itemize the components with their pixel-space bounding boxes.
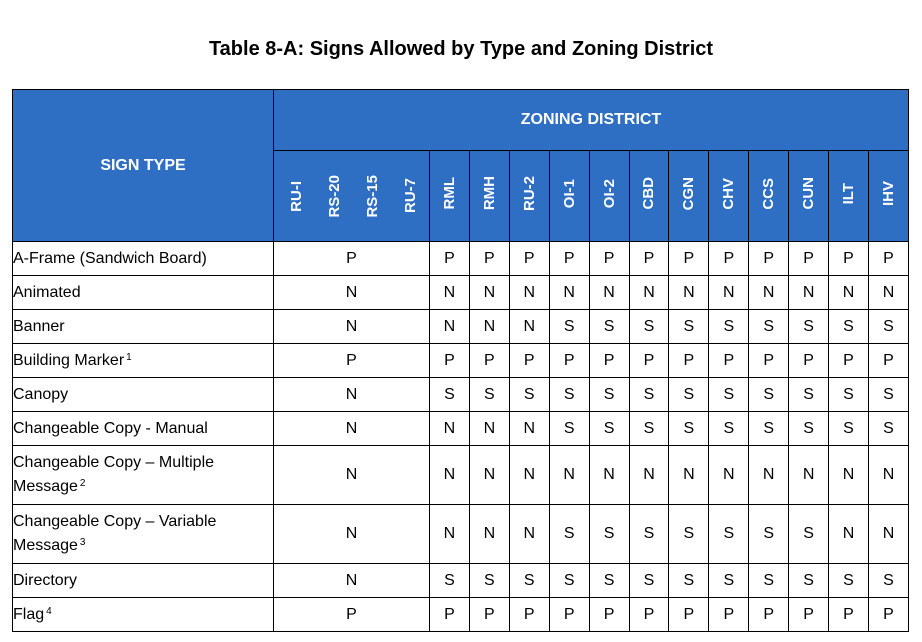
table-row — [13, 242, 909, 276]
district-value-cell: N — [789, 276, 829, 310]
district-value-cell: S — [549, 378, 589, 412]
district-value-cell: N — [868, 446, 908, 505]
district-value-cell: P — [549, 344, 589, 378]
district-value-cell: S — [669, 310, 709, 344]
district-value-cell: P — [789, 242, 829, 276]
district-value-cell: S — [549, 505, 589, 564]
residential-value-cell: P — [274, 598, 430, 632]
district-value-cell: P — [469, 598, 509, 632]
district-header — [549, 151, 589, 242]
district-value-cell: N — [829, 505, 869, 564]
residential-districts-header — [274, 151, 430, 242]
sign-type-cell — [13, 598, 274, 632]
district-value-cell: S — [589, 564, 629, 598]
district-value-cell: P — [509, 242, 549, 276]
district-value-cell: N — [430, 505, 470, 564]
district-value-cell: N — [868, 505, 908, 564]
district-value-cell: S — [589, 310, 629, 344]
district-value-cell: S — [829, 378, 869, 412]
district-header-residential: RU-7 — [402, 178, 419, 214]
district-header-label: ILT — [840, 182, 858, 205]
district-value-cell: S — [789, 412, 829, 446]
district-value-cell: S — [589, 505, 629, 564]
sign-type-cell — [13, 412, 274, 446]
district-value-cell: P — [629, 242, 669, 276]
sign-type-label: Banner — [13, 317, 65, 335]
district-value-cell: S — [589, 378, 629, 412]
district-value-cell: P — [749, 344, 789, 378]
district-value-cell: S — [629, 378, 669, 412]
footnote-marker: 3 — [79, 537, 86, 548]
sign-type-label: Changeable Copy - Manual — [13, 419, 208, 437]
district-value-cell: N — [469, 446, 509, 505]
district-value-cell: S — [629, 412, 669, 446]
district-header-label: RML — [440, 177, 458, 210]
district-value-cell: P — [829, 598, 869, 632]
footnote-marker: 2 — [79, 478, 86, 489]
residential-value-cell: P — [274, 344, 430, 378]
district-header-residential: RS-20 — [326, 174, 343, 218]
district-value-cell: N — [430, 276, 470, 310]
table-row — [13, 276, 909, 310]
district-value-cell: P — [829, 344, 869, 378]
district-value-cell: N — [749, 446, 789, 505]
district-header — [509, 151, 549, 242]
table-row — [13, 505, 909, 564]
district-value-cell: P — [709, 344, 749, 378]
district-value-cell: P — [549, 598, 589, 632]
district-value-cell: P — [549, 242, 589, 276]
district-value-cell: N — [549, 276, 589, 310]
district-header-label: RU-2 — [520, 175, 538, 211]
district-value-cell: N — [430, 446, 470, 505]
sign-type-label: Directory — [13, 571, 78, 589]
district-value-cell: S — [549, 412, 589, 446]
district-value-cell: P — [589, 344, 629, 378]
district-value-cell: N — [789, 446, 829, 505]
district-header — [749, 151, 789, 242]
district-value-cell: S — [469, 564, 509, 598]
table-body — [13, 242, 909, 632]
residential-value-cell: N — [274, 446, 430, 505]
district-value-cell: S — [789, 505, 829, 564]
district-value-cell: S — [430, 378, 470, 412]
district-value-cell: S — [549, 564, 589, 598]
district-value-cell: P — [868, 242, 908, 276]
table-row — [13, 412, 909, 446]
residential-value-cell: N — [274, 505, 430, 564]
signs-table — [12, 89, 909, 632]
district-value-cell: P — [709, 598, 749, 632]
sign-type-cell — [13, 242, 274, 276]
district-value-cell: P — [868, 344, 908, 378]
district-value-cell: P — [509, 344, 549, 378]
district-value-cell: S — [509, 378, 549, 412]
sign-type-label: Animated — [13, 283, 81, 301]
district-value-cell: P — [629, 344, 669, 378]
district-value-cell: P — [430, 242, 470, 276]
district-header-label: CGN — [680, 176, 698, 211]
district-value-cell: N — [469, 310, 509, 344]
district-value-cell: N — [669, 446, 709, 505]
sign-type-cell — [13, 276, 274, 310]
district-value-cell: N — [549, 446, 589, 505]
district-value-cell: S — [789, 310, 829, 344]
district-header-label: RMH — [480, 176, 498, 211]
district-header-label: IHV — [879, 180, 897, 206]
district-value-cell: S — [669, 564, 709, 598]
header-row-top — [13, 90, 909, 151]
residential-value-cell: P — [274, 242, 430, 276]
district-value-cell: S — [669, 505, 709, 564]
district-value-cell: S — [629, 505, 669, 564]
district-header — [868, 151, 908, 242]
district-value-cell: S — [749, 412, 789, 446]
district-value-cell: N — [509, 505, 549, 564]
table-row — [13, 598, 909, 632]
district-value-cell: N — [629, 276, 669, 310]
district-value-cell: N — [469, 505, 509, 564]
district-value-cell: S — [669, 378, 709, 412]
district-value-cell: S — [829, 310, 869, 344]
district-value-cell: S — [669, 412, 709, 446]
district-value-cell: N — [589, 276, 629, 310]
district-value-cell: S — [749, 564, 789, 598]
sign-type-cell — [13, 378, 274, 412]
district-value-cell: P — [430, 344, 470, 378]
district-value-cell: N — [430, 412, 470, 446]
district-value-cell: S — [789, 564, 829, 598]
district-value-cell: N — [669, 276, 709, 310]
footnote-marker: 4 — [46, 605, 52, 617]
district-value-cell: S — [469, 378, 509, 412]
district-value-cell: N — [589, 446, 629, 505]
district-header — [829, 151, 869, 242]
district-value-cell: N — [509, 310, 549, 344]
district-header-label: CHV — [720, 177, 738, 210]
district-header — [789, 151, 829, 242]
district-value-cell: N — [430, 310, 470, 344]
sign-type-label: Changeable Copy – Variable Message — [13, 513, 217, 554]
district-value-cell: S — [430, 564, 470, 598]
district-value-cell: P — [868, 598, 908, 632]
district-value-cell: S — [709, 412, 749, 446]
district-value-cell: S — [868, 378, 908, 412]
district-value-cell: P — [629, 598, 669, 632]
district-value-cell: S — [868, 412, 908, 446]
sign-type-label: Canopy — [13, 385, 69, 403]
district-value-cell: P — [669, 242, 709, 276]
district-value-cell: P — [789, 344, 829, 378]
sign-type-label: A-Frame (Sandwich Board) — [13, 249, 207, 267]
district-value-cell: S — [789, 378, 829, 412]
district-header-label: CUN — [800, 177, 818, 210]
table-row — [13, 378, 909, 412]
district-value-cell: S — [868, 310, 908, 344]
district-header — [669, 151, 709, 242]
sign-type-cell — [13, 310, 274, 344]
district-value-cell: S — [509, 564, 549, 598]
district-value-cell: S — [709, 310, 749, 344]
zoning-district-header: ZONING DISTRICT — [274, 90, 909, 151]
district-value-cell: S — [868, 564, 908, 598]
district-value-cell: S — [749, 378, 789, 412]
district-value-cell: S — [829, 564, 869, 598]
district-header-label: CCS — [760, 177, 778, 210]
district-value-cell: P — [709, 242, 749, 276]
district-header-residential: RU-I — [288, 180, 305, 212]
sign-type-cell — [13, 505, 274, 564]
district-value-cell: P — [509, 598, 549, 632]
district-header-label: OI-2 — [600, 178, 618, 209]
district-value-cell: P — [469, 344, 509, 378]
district-value-cell: P — [749, 242, 789, 276]
district-value-cell: P — [829, 242, 869, 276]
table-row — [13, 446, 909, 505]
district-header — [589, 151, 629, 242]
district-value-cell: N — [868, 276, 908, 310]
district-value-cell: N — [829, 446, 869, 505]
district-value-cell: N — [509, 276, 549, 310]
district-value-cell: S — [709, 505, 749, 564]
district-value-cell: P — [589, 242, 629, 276]
district-header — [469, 151, 509, 242]
district-value-cell: P — [669, 344, 709, 378]
district-value-cell: N — [509, 412, 549, 446]
residential-value-cell: N — [274, 310, 430, 344]
district-value-cell: S — [629, 564, 669, 598]
sign-type-cell — [13, 446, 274, 505]
district-value-cell: P — [749, 598, 789, 632]
district-value-cell: N — [709, 446, 749, 505]
district-header — [709, 151, 749, 242]
district-header — [430, 151, 470, 242]
district-header-residential: RS-15 — [364, 174, 381, 218]
district-value-cell: P — [669, 598, 709, 632]
district-value-cell: S — [549, 310, 589, 344]
district-value-cell: S — [749, 310, 789, 344]
residential-value-cell: N — [274, 276, 430, 310]
district-value-cell: P — [469, 242, 509, 276]
district-value-cell: P — [589, 598, 629, 632]
sign-type-label: Flag — [13, 605, 45, 623]
district-value-cell: N — [749, 276, 789, 310]
table-row — [13, 310, 909, 344]
footnote-marker: 1 — [126, 351, 132, 363]
sign-type-label: Building Marker — [13, 351, 125, 369]
table-row — [13, 564, 909, 598]
sign-type-cell — [13, 344, 274, 378]
district-value-cell: S — [749, 505, 789, 564]
district-value-cell: S — [589, 412, 629, 446]
residential-value-cell: N — [274, 412, 430, 446]
district-value-cell: N — [629, 446, 669, 505]
district-header-label: OI-1 — [560, 178, 578, 209]
district-value-cell: N — [829, 276, 869, 310]
district-header — [629, 151, 669, 242]
district-value-cell: N — [469, 412, 509, 446]
residential-value-cell: N — [274, 378, 430, 412]
sign-type-header: SIGN TYPE — [13, 90, 274, 242]
district-value-cell: P — [430, 598, 470, 632]
page-title: Table 8-A: Signs Allowed by Type and Zoning District — [208, 38, 714, 60]
district-value-cell: N — [469, 276, 509, 310]
district-value-cell: N — [509, 446, 549, 505]
district-value-cell: S — [629, 310, 669, 344]
residential-value-cell: N — [274, 564, 430, 598]
sign-type-cell — [13, 564, 274, 598]
district-value-cell: S — [709, 564, 749, 598]
district-value-cell: P — [789, 598, 829, 632]
table-row — [13, 344, 909, 378]
district-value-cell: S — [709, 378, 749, 412]
sign-type-label: Changeable Copy – Multiple Message — [13, 454, 215, 495]
district-value-cell: S — [829, 412, 869, 446]
district-header-label: CBD — [640, 177, 658, 210]
district-value-cell: N — [709, 276, 749, 310]
